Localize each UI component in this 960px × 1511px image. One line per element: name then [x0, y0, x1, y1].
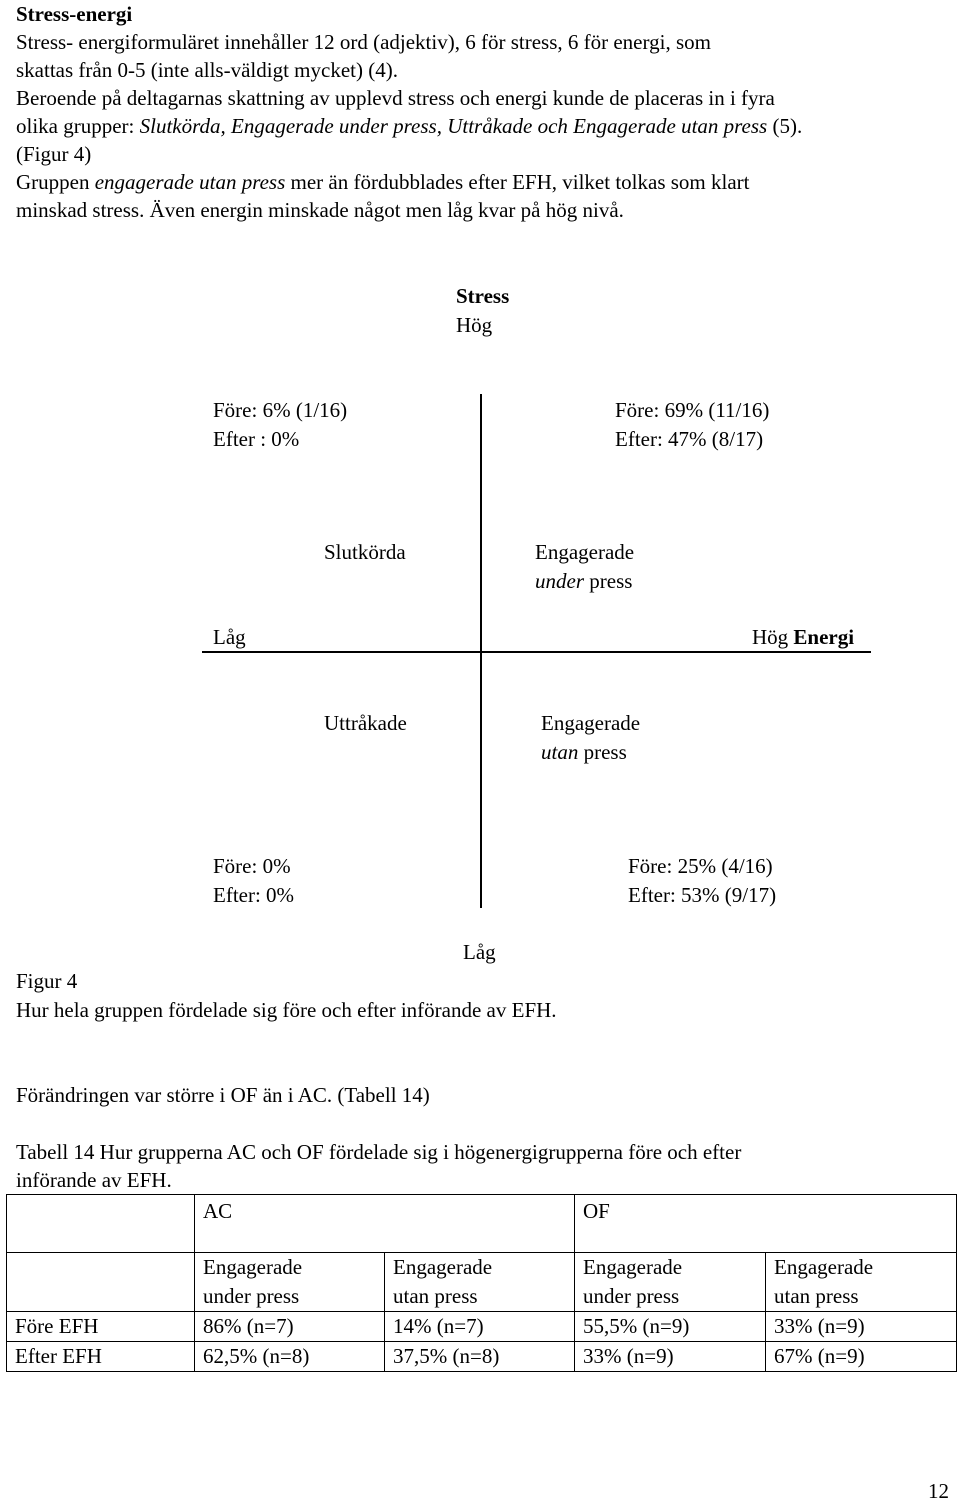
text-span: press — [578, 740, 627, 764]
table-row — [7, 1312, 957, 1342]
q-top-right-name-2 — [535, 567, 632, 595]
table-caption-line1: Tabell 14 Hur grupperna AC och OF fördelade sig i högenergigrupperna före och efter — [16, 1140, 742, 1164]
intro-line — [16, 168, 946, 196]
group-ac-header: AC — [195, 1195, 575, 1253]
header-line: utan press — [774, 1284, 859, 1308]
figure-caption-title: Figur 4 — [16, 969, 78, 993]
header-line: Engagerade — [393, 1255, 493, 1279]
table-cell: 33% (n=9) — [766, 1312, 957, 1342]
text-span: Hög — [752, 625, 794, 649]
column-header — [385, 1253, 575, 1312]
header-line: under press — [583, 1284, 680, 1308]
text-span: Gruppen — [16, 170, 95, 194]
energy-axis-title: Energi — [793, 625, 855, 649]
figure-caption-text: Hur hela gruppen fördelade sig före och efter införande av EFH. — [16, 998, 557, 1022]
text-span: press — [584, 569, 633, 593]
table-row — [7, 1342, 957, 1372]
group-of-header: OF — [575, 1195, 957, 1253]
table-header-row — [7, 1253, 957, 1312]
table-cell: 37,5% (n=8) — [385, 1342, 575, 1372]
row-label: Före EFH — [7, 1312, 195, 1342]
group-names: Slutkörda, Engagerade under press, Uttråkade och Engagerade utan press — [139, 114, 768, 138]
table-cell: 67% (n=9) — [766, 1342, 957, 1372]
q-bottom-left-before: Före: 0% — [213, 854, 291, 878]
intro-line: minskad stress. Även energin minskade något men låg kvar på hög nivå. — [16, 198, 624, 222]
column-header — [575, 1253, 766, 1312]
q-top-right-before: Före: 69% (11/16) — [615, 398, 770, 422]
q-bottom-right-after: Efter: 53% (9/17) — [628, 883, 777, 907]
emphasis: utan — [541, 740, 579, 764]
q-bottom-right-before: Före: 25% (4/16) — [628, 854, 773, 878]
table-group-row — [7, 1195, 957, 1253]
page-number: 12 — [928, 1479, 949, 1503]
q-top-left-before: Före: 6% (1/16) — [213, 398, 348, 422]
header-line: utan press — [393, 1284, 478, 1308]
table-cell: 33% (n=9) — [575, 1342, 766, 1372]
column-header — [766, 1253, 957, 1312]
text-span: mer än fördubblades efter EFH, vilket tolkas som klart — [285, 170, 750, 194]
q-top-right-name: Engagerade — [535, 540, 635, 564]
text-span: olika grupper: — [16, 114, 140, 138]
q-top-left-after: Efter : 0% — [213, 427, 300, 451]
change-text: Förändringen var större i OF än i AC. (Tabell 14) — [16, 1083, 430, 1107]
q-bottom-left-after: Efter: 0% — [213, 883, 295, 907]
intro-line: Stress- energiformuläret innehåller 12 ord (adjektiv), 6 för stress, 6 för energi, som — [16, 30, 711, 54]
table-cell: 14% (n=7) — [385, 1312, 575, 1342]
section-heading: Stress-energi — [16, 2, 133, 26]
q-top-left-name: Slutkörda — [324, 540, 406, 564]
stress-high-label: Hög — [456, 313, 493, 337]
energy-low-label: Låg — [213, 625, 246, 649]
row-label: Efter EFH — [7, 1342, 195, 1372]
column-header — [195, 1253, 385, 1312]
energy-high-label — [752, 623, 854, 651]
table-14 — [6, 1194, 957, 1372]
header-line: under press — [203, 1284, 300, 1308]
emphasis: engagerade utan press — [94, 170, 286, 194]
energy-axis-line — [202, 651, 871, 653]
table-cell: 86% (n=7) — [195, 1312, 385, 1342]
q-top-right-after: Efter: 47% (8/17) — [615, 427, 764, 451]
table-cell: 62,5% (n=8) — [195, 1342, 385, 1372]
q-bottom-left-name: Uttråkade — [324, 711, 407, 735]
intro-line: (Figur 4) — [16, 142, 92, 166]
table-caption-line2: införande av EFH. — [16, 1168, 172, 1192]
intro-line: skattas från 0-5 (inte alls-väldigt mycket) (4). — [16, 58, 398, 82]
header-line: Engagerade — [774, 1255, 874, 1279]
table-cell: 55,5% (n=9) — [575, 1312, 766, 1342]
stress-axis-title: Stress — [456, 284, 510, 308]
intro-section — [16, 0, 946, 224]
table-cell-empty — [7, 1253, 195, 1312]
table-cell-empty — [7, 1195, 195, 1253]
intro-line — [16, 112, 946, 140]
q-bottom-right-name-2 — [541, 738, 627, 766]
text-span: (5). — [767, 114, 803, 138]
header-line: Engagerade — [583, 1255, 683, 1279]
emphasis: under — [535, 569, 584, 593]
header-line: Engagerade — [203, 1255, 303, 1279]
intro-line: Beroende på deltagarnas skattning av upplevd stress och energi kunde de placeras in i fyra — [16, 86, 775, 110]
stress-low-label: Låg — [463, 940, 496, 964]
q-bottom-right-name: Engagerade — [541, 711, 641, 735]
